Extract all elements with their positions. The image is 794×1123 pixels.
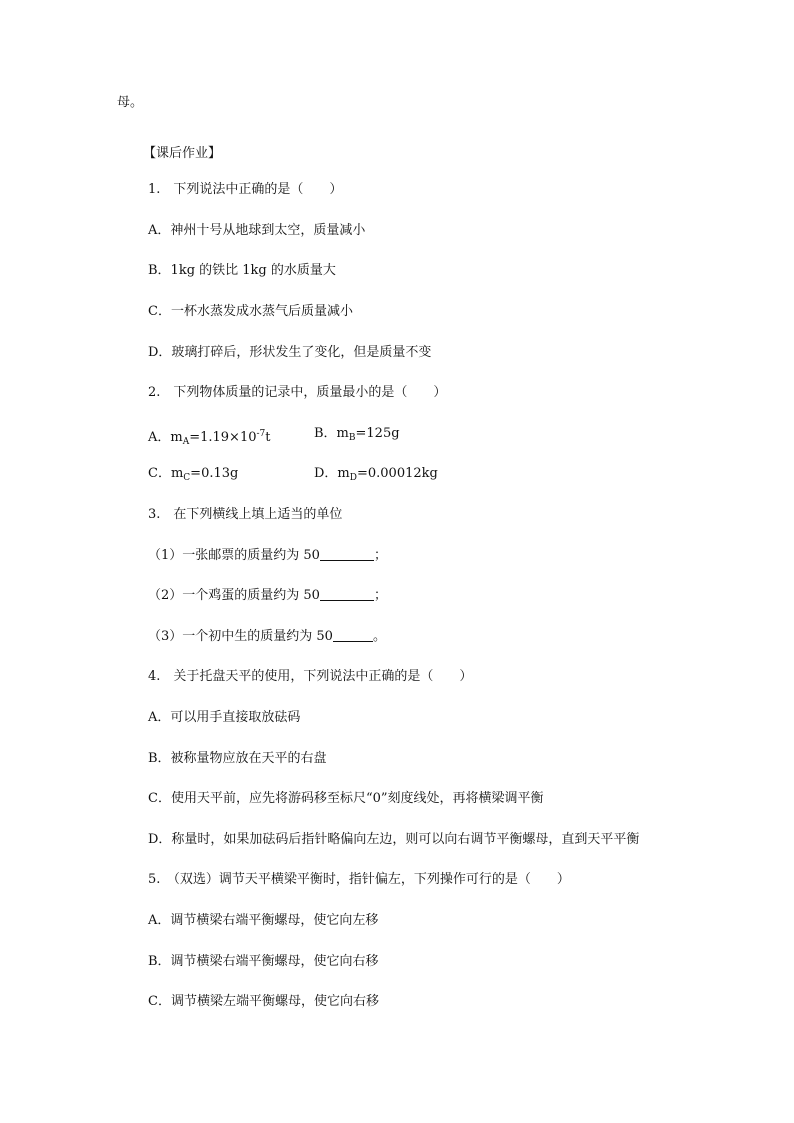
q5-stem: 5. （双选）调节天平横梁平衡时，指针偏左，下列操作可行的是（ ） [148,872,570,887]
q1-option-d: D．玻璃打碎后，形状发生了变化，但是质量不变 [148,345,432,360]
q2-row-ab [148,425,708,451]
fill-blank[interactable] [320,588,374,601]
q3-item-2: （2）一个鸡蛋的质量约为 50 ； [148,588,387,603]
fill-blank[interactable] [320,548,374,561]
q5-option-a: A．调节横梁右端平衡螺母，使它向左移 [148,913,379,928]
q1-option-b: B．1kg 的铁比 1kg 的水质量大 [148,263,336,278]
q4-option-b: B．被称量物应放在天平的右盘 [148,751,327,766]
q1-option-a: A．神州十号从地球到太空，质量减小 [148,223,366,238]
q1-option-c: C．一杯水蒸发成水蒸气后质量减小 [148,304,353,319]
q5-option-b: B．调节横梁右端平衡螺母，使它向右移 [148,954,379,969]
q3-item-3: （3）一个初中生的质量约为 50 。 [148,629,386,644]
section-title: 【课后作业】 [143,146,222,161]
q4-option-d: D．称量时，如果加砝码后指针略偏向左边，则可以向右调节平衡螺母，直到天平平衡 [148,832,640,847]
q4-option-a: A．可以用手直接取放砝码 [148,710,301,725]
q5-option-c: C．调节横梁左端平衡螺母，使它向右移 [148,994,379,1009]
q2-option-c: C．$m_C=0.13g$ [148,466,239,483]
q1-stem: 1. 下列说法中正确的是（ ） [148,182,343,197]
top-fragment: 母。 [117,95,144,110]
q4-option-c: C．使用天平前，应先将游码移至标尺“0”刻度线处，再将横梁调平衡 [148,791,544,806]
q3-stem: 3. 在下列横线上填上适当的单位 [148,507,343,522]
q3-item-1: （1）一张邮票的质量约为 50 ； [148,548,387,563]
q2-option-a: A．$m_A=1.19\times 10^{-7}t$ [148,429,271,447]
q2-row-cd [148,465,708,487]
q4-stem: 4. 关于托盘天平的使用，下列说法中正确的是（ ） [148,669,473,684]
q2-option-b: B．$m_B=125g$ [314,426,400,443]
q2-option-d: D．$m_D=0.00012kg$ [314,466,438,483]
fill-blank[interactable] [333,629,373,642]
q2-stem: 2. 下列物体质量的记录中，质量最小的是（ ） [148,385,447,400]
